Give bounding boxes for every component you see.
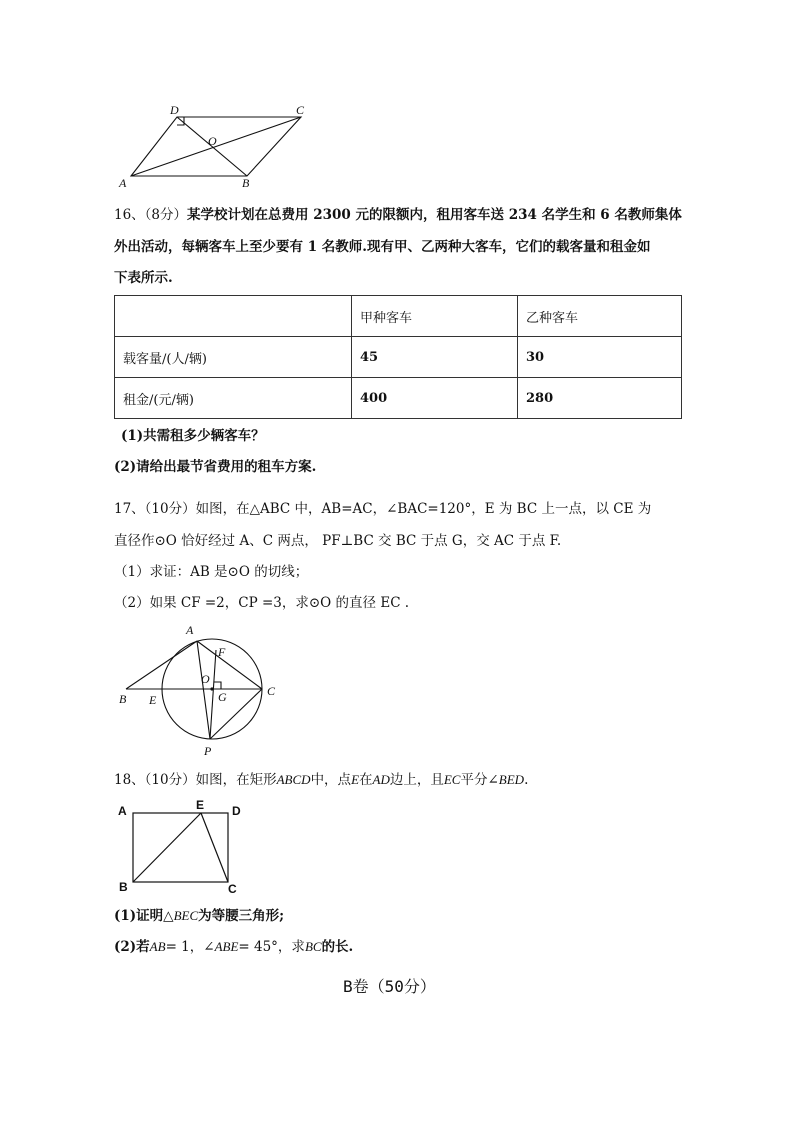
label-e: E bbox=[149, 693, 157, 707]
q17-line1: 17、（10分）如图，在△ABC 中，AB=AC，∠BAC=120°，E 为 BC 上一点，以 CE 为 bbox=[114, 501, 652, 517]
q18-text: 边上，且 bbox=[389, 772, 444, 788]
q18-sub1-text: 为等腰三角形; bbox=[198, 908, 285, 924]
q16-sub2: (2)请给出最节省费用的租车方案. bbox=[114, 459, 317, 475]
table-cell: 30 bbox=[518, 337, 682, 378]
section-b-title: B卷（50分） bbox=[343, 977, 436, 996]
q17-sub2: （2）如果 CF =2，CP =3，求⊙O 的直径 EC . bbox=[114, 595, 410, 611]
q18-segment-ec: EC bbox=[443, 772, 461, 787]
q18-sub1 bbox=[114, 909, 284, 924]
q18-segment-ab: AB bbox=[149, 939, 166, 954]
label-c: C bbox=[267, 684, 276, 698]
q18-rect-name: ABCD bbox=[276, 772, 311, 787]
label-p: P bbox=[204, 744, 212, 758]
q18-triangle-bec: BEC bbox=[173, 908, 199, 923]
rectangle-abcd bbox=[133, 813, 228, 882]
label-a: A bbox=[186, 623, 194, 637]
q18-sub2-text: (2)若 bbox=[114, 939, 150, 955]
label-b: B bbox=[242, 176, 250, 190]
q18-side-ad: AD bbox=[372, 772, 390, 787]
table-cell: 租金/(元/辆) bbox=[115, 378, 352, 419]
segment-ec bbox=[201, 813, 228, 882]
label-o: O bbox=[208, 134, 217, 148]
table-cell: 载客量/(人/辆) bbox=[115, 337, 352, 378]
q18-segment-bc: BC bbox=[304, 939, 322, 954]
q16-line2: 外出活动，每辆客车上至少要有 1 名教师.现有甲、乙两种大客车，它们的载客量和租金如 bbox=[114, 239, 651, 255]
q18-text: 中，点 bbox=[310, 772, 352, 788]
q18-sub1-text: (1)证明△ bbox=[114, 908, 174, 924]
table-cell: 45 bbox=[352, 337, 518, 378]
q17-line2: 直径作⊙O 恰好经过 A、C 两点， PF⊥BC 交 BC 于点 G，交 AC 于点 F. bbox=[114, 533, 562, 549]
segment-be bbox=[133, 813, 201, 882]
q18-sub2-text: 的长. bbox=[321, 939, 354, 955]
label-d: D bbox=[170, 103, 179, 117]
q16-text-1: 某学校计划在总费用 2300 元的限额内，租用客车送 234 名学生和 6 名教师集体 bbox=[187, 207, 682, 223]
label-d: D bbox=[232, 804, 241, 818]
q18-text: 在 bbox=[359, 772, 373, 788]
label-a: A bbox=[118, 804, 127, 818]
table-cell: 280 bbox=[518, 378, 682, 419]
q18-angle-bed: BED bbox=[498, 772, 525, 787]
label-e: E bbox=[196, 798, 205, 812]
label-c: C bbox=[228, 882, 237, 896]
q18-text: 18、（10分）如图，在矩形 bbox=[114, 772, 277, 788]
q18-sub2-text: = 1，∠ bbox=[165, 939, 215, 955]
q18-text: 平分∠ bbox=[460, 772, 499, 788]
label-b: B bbox=[119, 692, 127, 706]
label-b: B bbox=[119, 880, 128, 894]
q18-text: . bbox=[524, 772, 529, 788]
q18-point-e: E bbox=[351, 772, 360, 787]
table-header-cell: 甲种客车 bbox=[352, 296, 518, 337]
q18-angle-abe: ABE bbox=[214, 939, 239, 954]
q16-line3: 下表所示. bbox=[114, 270, 173, 286]
table-cell: 400 bbox=[352, 378, 518, 419]
q18-sub2-text: = 45°，求 bbox=[238, 939, 305, 955]
label-c: C bbox=[296, 103, 305, 117]
q18-sub2 bbox=[114, 940, 353, 955]
label-o: O bbox=[201, 672, 210, 686]
q16-sub1: (1)共需租多少辆客车？ bbox=[121, 428, 265, 444]
q17-sub1: （1）求证：AB 是⊙O 的切线； bbox=[114, 564, 309, 580]
q16-number: 16、（8分） bbox=[114, 207, 188, 223]
label-f: F bbox=[218, 645, 226, 659]
table-header-cell: 乙种客车 bbox=[518, 296, 682, 337]
label-a: A bbox=[119, 176, 127, 190]
label-g: G bbox=[218, 690, 227, 704]
